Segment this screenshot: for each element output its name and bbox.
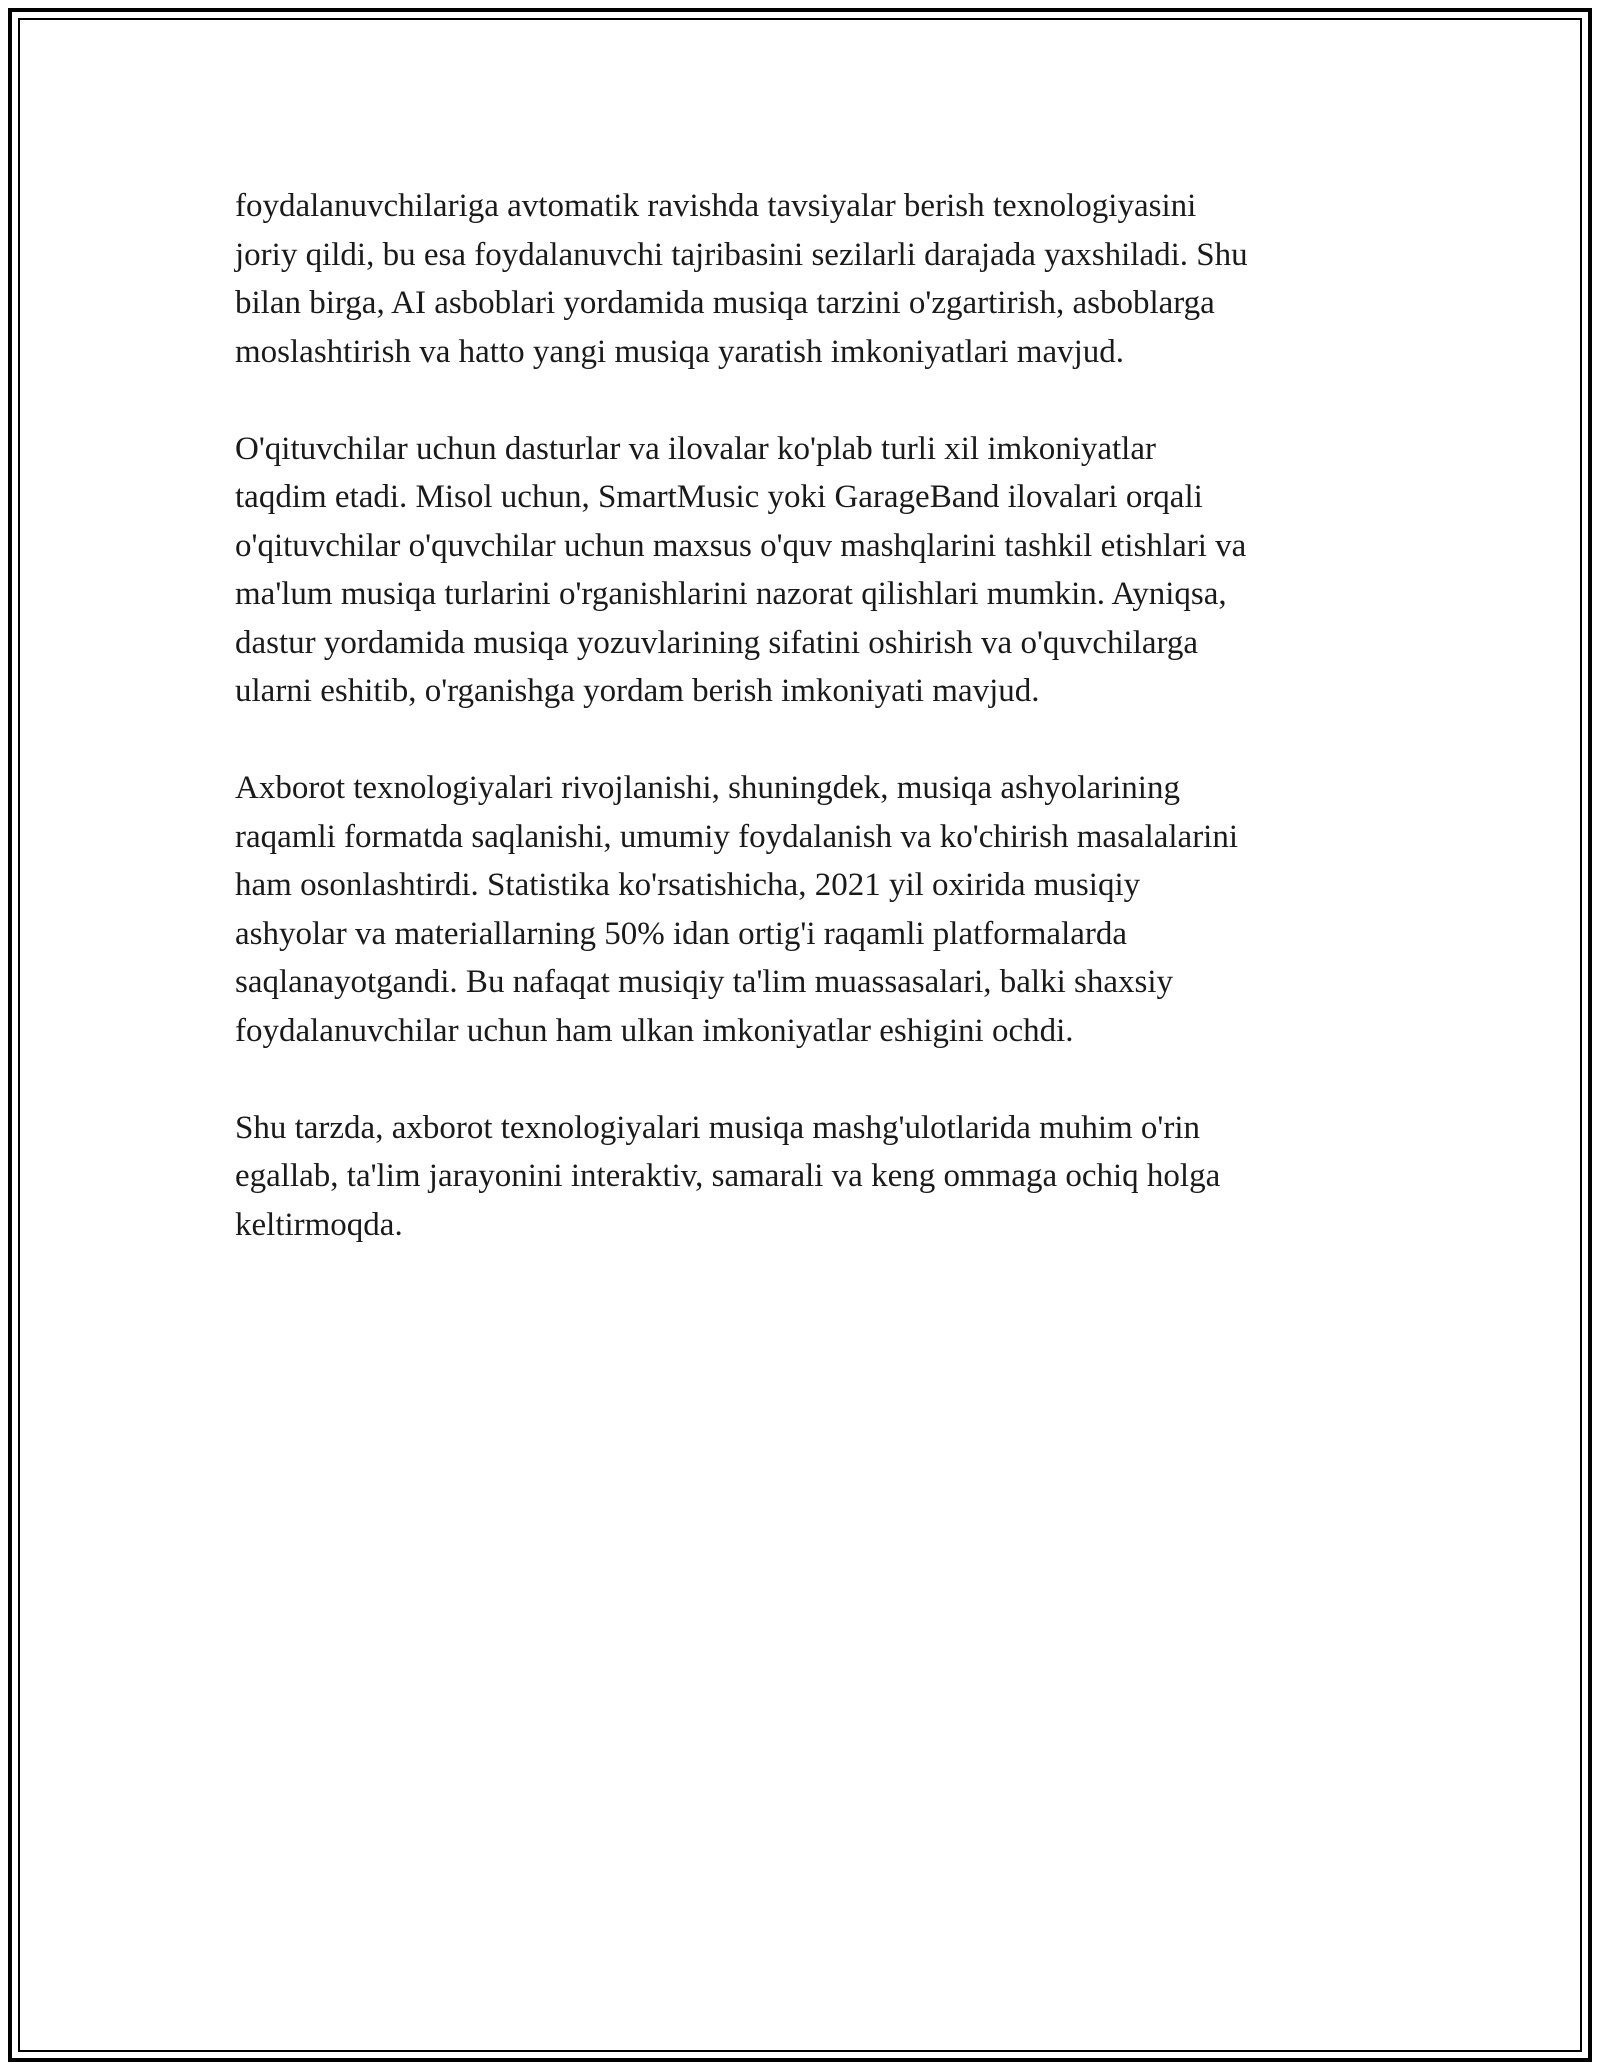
paragraph-4: Shu tarzda, axborot texnologiyalari musiqa mashg'ulotlarida muhim o'rin egallab, ta'lim jarayonini interaktiv, samarali va keng ommaga ochiq holga keltirmoqda. [235,1109,1221,1243]
document-body [235,182,1385,1298]
paragraph-1: foydalanuvchilariga avtomatik ravishda tavsiyalar berish texnologiyasini joriy qildi, bu esa foydalanuvchi tajribasini sezilarli darajada yaxshiladi. Shu bilan birga, AI asboblari yordamida musiqa tarzini o'zgartirish, asboblarga moslashtirish va hatto yangi musiqa yaratish imkoniyatlari mavjud. [235,188,1248,370]
paragraph-2: O'qituvchilar uchun dasturlar va ilovalar ko'plab turli xil imkoniyatlar taqdim etadi. Misol uchun, SmartMusic yoki GarageBand ilovalari orqali o'qituvchilar o'quvchilar uchun maxsus o'quv mashqlarini tashkil etishlari va ma'lum musiqa turlarini o'rganishlarini nazorat qilishlari mumkin. Ayniqsa, dastur yordamida musiqa yozuvlarining sifatini oshirish va o'quvchilarga ularni eshitib, o'rganishga yordam berish imkoniyati mavjud. [235,430,1247,709]
paragraph-3: Axborot texnologiyalari rivojlanishi, shuningdek, musiqa ashyolarining raqamli formatda saqlanishi, umumiy foydalanish va ko'chirish masalalarini ham osonlashtirdi. Statistika ko'rsatishicha, 2021 yil oxirida musiqiy ashyolar va materiallarning 50% idan ortig'i raqamli platformalarda saqlanayotgandi. Bu nafaqat musiqiy ta'lim muassasalari, balki shaxsiy foydalanuvchilar uchun ham ulkan imkoniyatlar eshigini ochdi. [235,770,1239,1049]
